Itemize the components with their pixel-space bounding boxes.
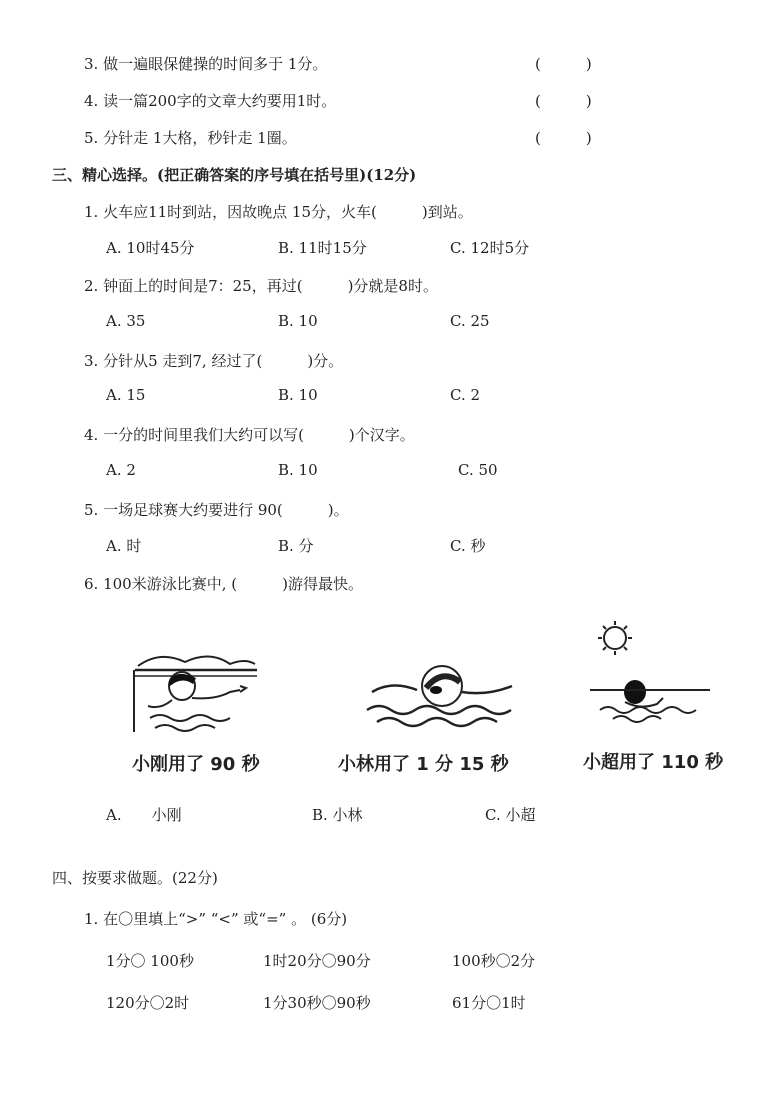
judge-item-5: 5. 分针走 1大格，秒针走 1圈。 — [84, 129, 297, 147]
swimmer-xiaochao-illustration — [585, 620, 720, 725]
option-c[interactable]: C. 25 — [450, 312, 490, 330]
judge-item-4: 4. 读一篇200字的文章大约要用1时。 — [84, 92, 337, 110]
compare-item[interactable]: 1分〇 100秒 — [106, 952, 194, 970]
answer-paren[interactable]: ( ) — [535, 92, 592, 110]
caption-xiaochao: 小超用了 110 秒 — [583, 752, 724, 773]
compare-item[interactable]: 1时20分〇90分 — [263, 952, 371, 970]
swimmer-xiaolin-illustration — [362, 660, 522, 735]
option-b[interactable]: B. 10 — [278, 461, 318, 479]
section-4-title: 四、按要求做题。(22分) — [52, 869, 218, 887]
section-3-title: 三、精心选择。(把正确答案的序号填在括号里)(12分) — [52, 166, 417, 184]
question-5: 5. 一场足球赛大约要进行 90( )。 — [84, 501, 349, 519]
option-c[interactable]: C. 12时5分 — [450, 239, 530, 257]
option-a[interactable]: A. 15 — [106, 386, 146, 404]
caption-xiaogang: 小刚用了 90 秒 — [132, 754, 260, 775]
caption-xiaolin: 小林用了 1 分 15 秒 — [338, 754, 509, 775]
swimmer-xiaogang-illustration — [130, 648, 260, 733]
question-2: 2. 钟面上的时间是7：25，再过( )分就是8时。 — [84, 277, 438, 295]
option-a[interactable]: A. 2 — [106, 461, 136, 479]
option-c[interactable]: C. 2 — [450, 386, 481, 404]
compare-item[interactable]: 61分〇1时 — [452, 994, 526, 1012]
question-1: 1. 火车应11时到站，因故晚点 15分，火车( )到站。 — [84, 203, 473, 221]
option-c[interactable]: C. 秒 — [450, 537, 486, 555]
compare-item[interactable]: 100秒〇2分 — [452, 952, 536, 970]
option-b[interactable]: B. 分 — [278, 537, 314, 555]
compare-item[interactable]: 120分〇2时 — [106, 994, 190, 1012]
option-a[interactable]: A. 时 — [106, 537, 142, 555]
compare-item[interactable]: 1分30秒〇90秒 — [263, 994, 371, 1012]
option-b[interactable]: B. 10 — [278, 312, 318, 330]
question-1: 1. 在〇里填上“>” “<” 或“=” 。 (6分) — [84, 910, 348, 928]
option-a[interactable]: A. 35 — [106, 312, 146, 330]
question-4: 4. 一分的时间里我们大约可以写( )个汉字。 — [84, 426, 415, 444]
answer-paren[interactable]: ( ) — [535, 55, 592, 73]
option-c[interactable]: C. 小超 — [485, 806, 536, 824]
question-6: 6. 100米游泳比赛中, ( )游得最快。 — [84, 575, 363, 593]
option-c[interactable]: C. 50 — [458, 461, 498, 479]
question-3: 3. 分针从5 走到7, 经过了( )分。 — [84, 352, 344, 370]
option-b[interactable]: B. 10 — [278, 386, 318, 404]
option-b[interactable]: B. 11时15分 — [278, 239, 367, 257]
judge-item-3: 3. 做一遍眼保健操的时间多于 1分。 — [84, 55, 328, 73]
option-a[interactable]: A. 小刚 — [106, 806, 182, 824]
option-a[interactable]: A. 10时45分 — [106, 239, 195, 257]
answer-paren[interactable]: ( ) — [535, 129, 592, 147]
option-b[interactable]: B. 小林 — [312, 806, 363, 824]
